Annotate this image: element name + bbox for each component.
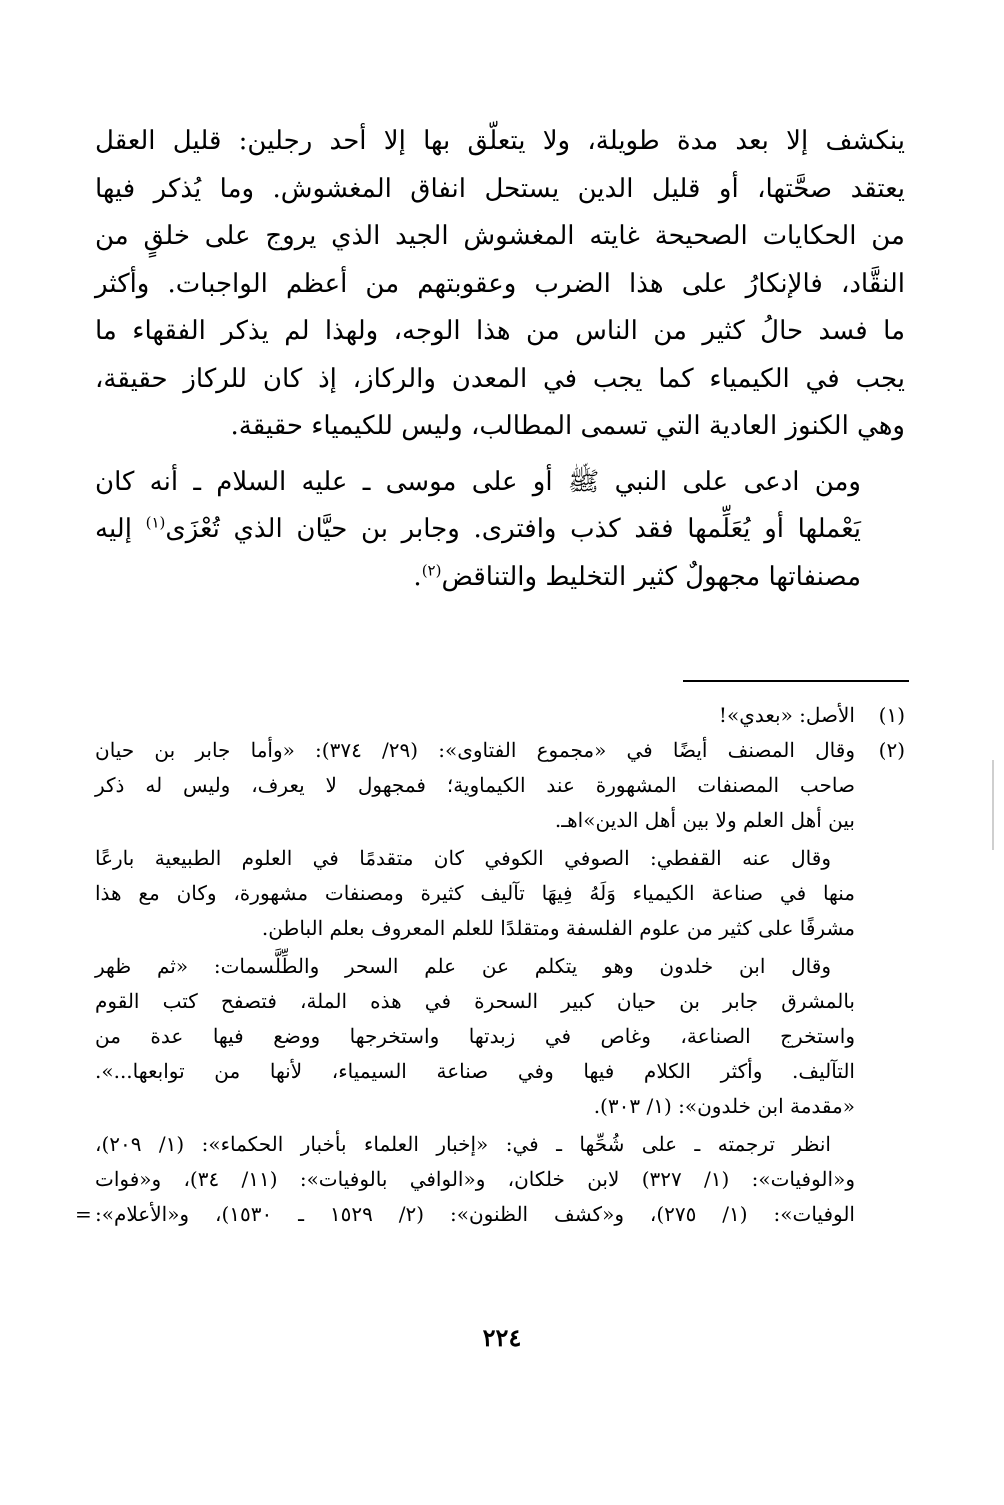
- footnote-ref-1[interactable]: (١): [145, 513, 166, 532]
- text-segment: إليه: [95, 514, 146, 544]
- main-text: [95, 118, 905, 601]
- text-line: يجب في الكيمياء كما يجب في المعدن والركاز، إذ كان للركاز حقيقة،: [95, 363, 905, 394]
- page-body: [95, 118, 905, 601]
- footnote-2: [75, 733, 905, 1232]
- footnote-ref-2[interactable]: (٢): [421, 560, 442, 579]
- footnote-line: الوفيات»: (١/ ٢٧٥)، و«كشف الظنون»: (٢/ ١٥٢٩ ـ ١٥٣٠)، و«الأعلام»:: [95, 1202, 855, 1226]
- text-segment: يَعْملها أو يُعَلِّمها فقد كذب وافترى. وجابر بن حيَّان الذي تُعْزَى: [165, 514, 861, 544]
- text-line: النقَّاد، فالإنكارُ على هذا الضرب وعقوبتهم من أعظم الواجبات. وأكثر: [95, 268, 905, 299]
- text-line: [95, 506, 905, 554]
- text-line: وهي الكنوز العادية التي تسمى المطالب، وليس للكيمياء حقيقة.: [230, 411, 905, 441]
- text-segment: مصنفاتها مجهولٌ كثير التخليط والتناقض: [441, 561, 861, 592]
- footnote-line: واستخرج الصناعة، وغاص في زبدتها واستخرجها ووضع فيها عدة من: [95, 1024, 855, 1048]
- footnote-line: و«الوفيات»: (١/ ٣٢٧) لابن خلكان، و«الوافي بالوفيات»: (١١/ ٣٤)، و«فوات: [95, 1167, 855, 1191]
- paragraph-1: [95, 118, 905, 451]
- page-number: ٢٢٤: [482, 1323, 522, 1352]
- footnote-text: الأصل: «بعدي»!: [718, 703, 855, 727]
- footnote-line: التآليف. وأكثر الكلام فيها وفي صناعة السيمياء، لأنها من توابعها...».: [95, 1059, 855, 1083]
- footnotes: [75, 698, 905, 1232]
- footnote-line: مشرفًا على كثير من علوم الفلسفة ومتقلدًا للعلم المعروف بعلم الباطن.: [261, 916, 855, 940]
- footnote-line: صاحب المصنفات المشهورة عند الكيماوية؛ فمجهول لا يعرف، وليس له ذكر: [95, 773, 855, 797]
- footnote-block: [95, 949, 855, 1124]
- footnote-1: [95, 698, 905, 733]
- footnote-line: بين أهل العلم ولا بين أهل الدين»اهـ.: [554, 808, 855, 832]
- footnote-line: وقال ابن خلدون وهو يتكلم عن علم السحر والطِّلَّسمات: «ثم ظهر: [95, 954, 831, 978]
- footnote-number: (٢): [878, 738, 905, 762]
- text-line: ينكشف إلا بعد مدة طويلة، ولا يتعلّق بها إلا أحد رجلين: قليل العقل: [95, 126, 905, 156]
- continuation-marker: =: [75, 1202, 92, 1226]
- footnote-separator: [683, 680, 909, 682]
- footnote-line: وقال عنه القفطي: الصوفي الكوفي كان متقدمًا في العلوم الطبيعية بارعًا: [95, 846, 831, 870]
- footnote-line: منها في صناعة الكيمياء وَلَهُ فِيهَا تآليف كثيرة ومصنفات مشهورة، وكان مع هذا: [95, 881, 855, 905]
- footnote-line: وقال المصنف أيضًا في «مجموع الفتاوى»: (٢٩/ ٣٧٤): «وأما جابر بن حيان: [95, 738, 855, 762]
- text-line: ما فسد حالُ كثير من الناس من هذا الوجه، ولهذا لم يذكر الفقهاء ما: [95, 316, 905, 346]
- footnote-number: (١): [878, 703, 905, 727]
- footnote-block: [95, 841, 855, 946]
- footnote-line: «مقدمة ابن خلدون»: (١/ ٣٠٣).: [593, 1094, 855, 1118]
- text-segment: .: [413, 561, 422, 592]
- scan-edge-mark: [992, 760, 994, 850]
- footnote-line: بالمشرق جابر بن حيان كبير السحرة في هذه الملة، فتصفح كتب القوم: [95, 989, 855, 1013]
- text-line: من الحكايات الصحيحة غايته المغشوش الجيد الذي يروج على خلقٍ من: [95, 221, 905, 251]
- text-line: [95, 554, 905, 602]
- footnote-line: انظر ترجمته ـ على شُحِّها ـ في: «إخبار العلماء بأخبار الحكماء»: (١/ ٢٠٩)،: [95, 1132, 831, 1156]
- footnote-block: [95, 733, 855, 838]
- text-line: ومن ادعى على النبي ﷺ أو على موسى ـ عليه السلام ـ أنه كان: [95, 466, 861, 497]
- text-line: يعتقد صحَّتها، أو قليل الدين يستحل انفاق المغشوش. وما يُذكر فيها: [95, 173, 905, 204]
- paragraph-2: [95, 459, 905, 602]
- footnote-block: [75, 1127, 855, 1232]
